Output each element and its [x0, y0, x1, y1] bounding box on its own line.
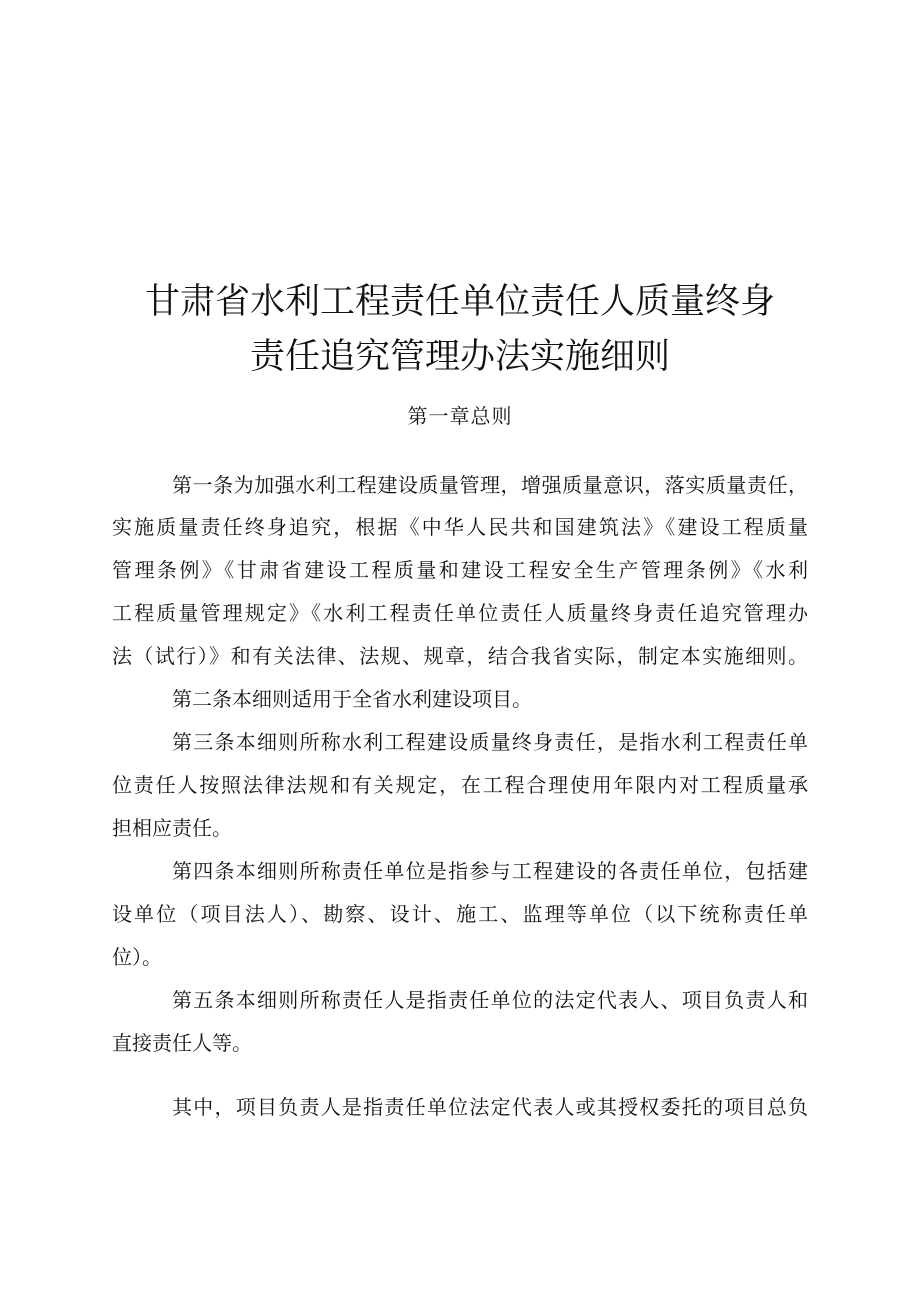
text-line: 直接责任人等。 — [112, 1031, 252, 1055]
text-line: 位责任人按照法律法规和有关规定，在工程合理使用年限内对工程质量承 — [112, 773, 808, 797]
text-line: 实施质量责任终身追究，根据《中华人民共和国建筑法》《建设工程质量 — [112, 515, 808, 539]
text-line: 第四条本细则所称责任单位是指参与工程建设的各责任单位，包括建 — [172, 859, 808, 883]
document-title-line-1: 甘肃省水利工程责任单位责任人质量终身 — [144, 282, 775, 322]
text-line: 第二条本细则适用于全省水利建设项目。 — [172, 687, 532, 711]
text-line: 其中，项目负责人是指责任单位法定代表人或其授权委托的项目总负 — [172, 1095, 808, 1119]
chapter-heading: 第一章总则 — [407, 404, 513, 428]
text-line: 第三条本细则所称水利工程建设质量终身责任，是指水利工程责任单 — [172, 730, 808, 754]
text-line: 担相应责任。 — [112, 816, 232, 840]
text-line: 工程质量管理规定》《水利工程责任单位责任人质量终身责任追究管理办 — [112, 601, 808, 625]
text-line: 位）。 — [112, 945, 162, 969]
document-title-line-2: 责任追究管理办法实施细则 — [249, 337, 670, 377]
text-line: 法（试行）》和有关法律、法规、规章，结合我省实际，制定本实施细则。 — [112, 644, 808, 668]
text-line: 第五条本细则所称责任人是指责任单位的法定代表人、项目负责人和 — [172, 988, 808, 1012]
text-line: 第一条为加强水利工程建设质量管理，增强质量意识，落实质量责任， — [172, 473, 808, 497]
text-line: 设单位（项目法人）、勘察、设计、施工、监理等单位（以下统称责任单 — [112, 902, 808, 926]
text-line: 管理条例》《甘肃省建设工程质量和建设工程安全生产管理条例》《水利 — [112, 558, 808, 582]
